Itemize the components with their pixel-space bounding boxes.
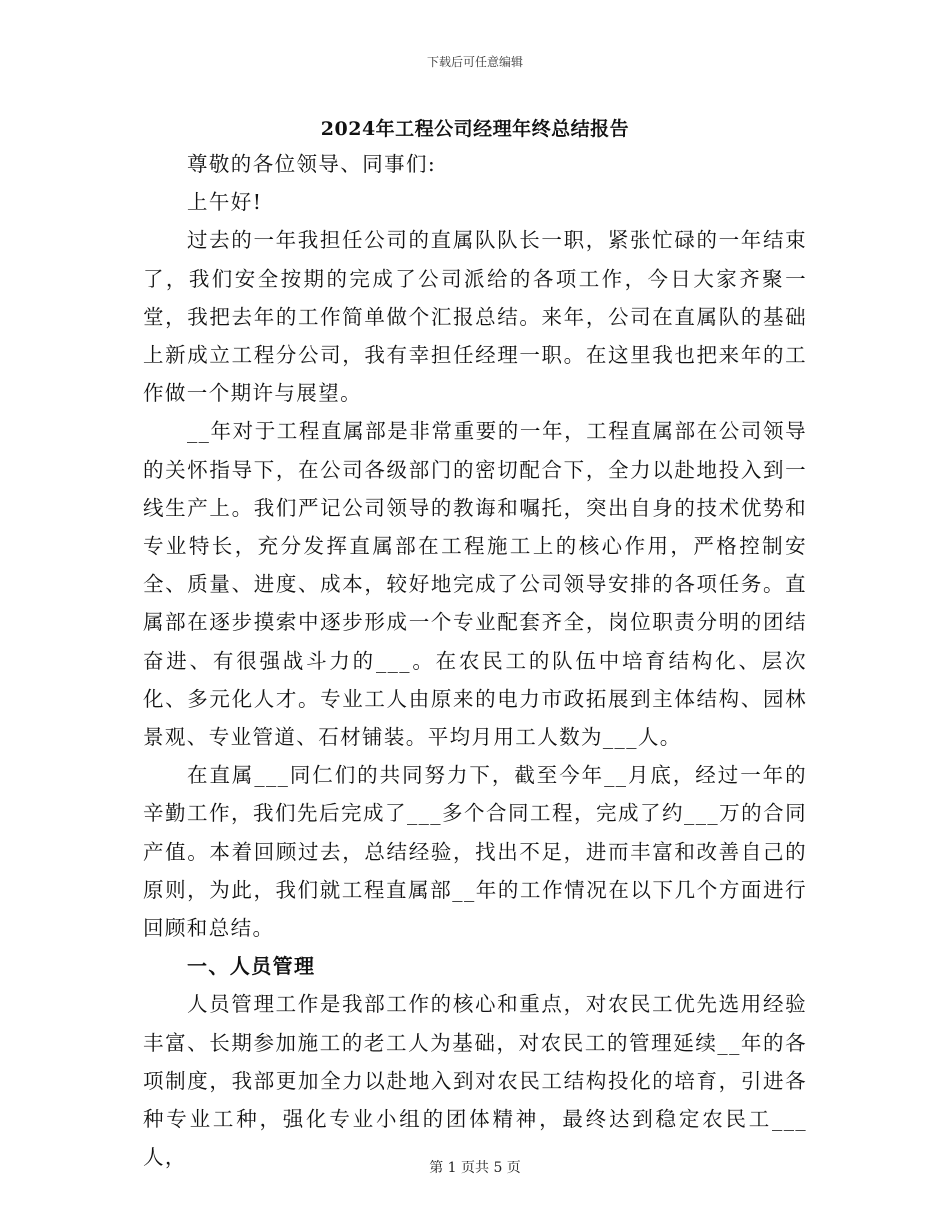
page-header-note: 下载后可任意编辑 (426, 55, 523, 69)
paragraph-personnel: 人员管理工作是我部工作的核心和重点，对农民工优先选用经验丰富、长期参加施工的老工人为基础，对农民工的管理延续__年的各项制度，我部更加全力以赴地入到对农民工结构投化的培育，引进各种专业工种，强化专业小组的团体精神，最终达到稳定农民工___人， (143, 992, 807, 1170)
section-heading-personnel: 一、人员管理 (187, 954, 316, 979)
document-body (143, 145, 807, 1176)
salutation: 尊敬的各位领导、同事们: (187, 152, 437, 176)
paragraph-achievements: 在直属___同仁们的共同努力下，截至今年__月底，经过一年的辛勤工作，我们先后完成了___多个合同工程，完成了约___万的合同产值。本着回顾过去，总结经验，找出不足，进而丰富和改善自己的原则，为此，我们就工程直属部__年的工作情况在以下几个方面进行回顾和总结。 (143, 763, 807, 941)
page-number: 第 1 页共 5 页 (429, 1160, 521, 1176)
paragraph-intro: 过去的一年我担任公司的直属队队长一职，紧张忙碌的一年结束了，我们安全按期的完成了公司派给的各项工作，今日大家齐聚一堂，我把去年的工作简单做个汇报总结。来年，公司在直属队的基础上新成立工程分公司，我有幸担任经理一职。在这里我也把来年的工作做一个期许与展望。 (143, 228, 807, 406)
greeting: 上午好! (187, 190, 263, 215)
document-title: 2024年工程公司经理年终总结报告 (320, 118, 630, 140)
paragraph-overview: __年对于工程直属部是非常重要的一年，工程直属部在公司领导的关怀指导下，在公司各级部门的密切配合下，全力以赴地投入到一线生产上。我们严记公司领导的教诲和嘱托，突出自身的技术优势和专业特长，充分发挥直属部在工程施工上的核心作用，严格控制安全、质量、进度、成本，较好地完成了公司领导安排的各项任务。直属部在逐步摸索中逐步形成一个专业配套齐全，岗位职责分明的团结奋进、有很强战斗力的___。在农民工的队伍中培育结构化、层次化、多元化人才。专业工人由原来的电力市政拓展到主体结构、园林景观、专业管道、石材铺装。平均月用工人数为___人。 (143, 419, 807, 750)
